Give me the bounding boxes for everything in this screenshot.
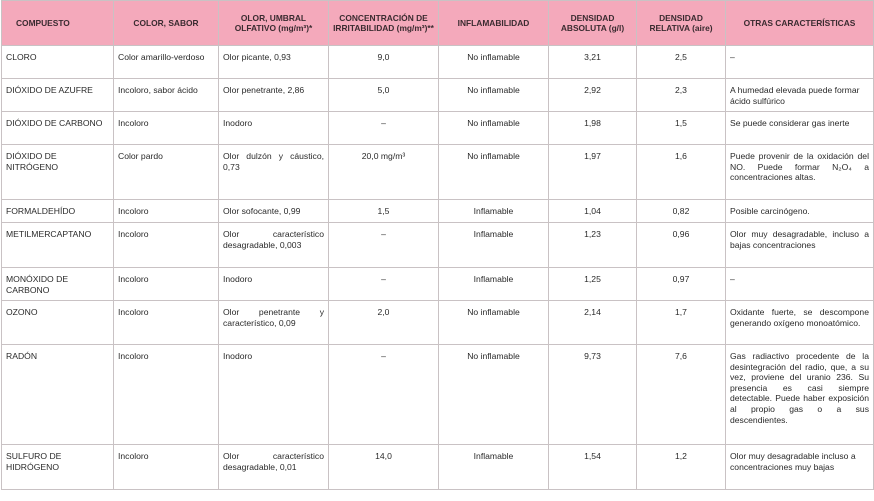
cell-olor: Olor característico desagradable, 0,003 — [219, 223, 329, 268]
cell-olor: Inodoro — [219, 345, 329, 445]
table-row — [2, 112, 874, 145]
cell-irritabilidad: – — [329, 268, 439, 301]
cell-densidad-relativa: 7,6 — [637, 345, 726, 445]
cell-inflamabilidad: No inflamable — [439, 46, 549, 79]
cell-densidad-relativa: 2,3 — [637, 79, 726, 112]
cell-densidad-relativa: 1,5 — [637, 112, 726, 145]
cell-otras: Posible carcinógeno. — [726, 200, 874, 223]
cell-color: Incoloro — [114, 223, 219, 268]
cell-olor: Inodoro — [219, 112, 329, 145]
cell-otras: Gas radiactivo procedente de la desintegración del radio, que, a su vez, proviene del uranio 236. Su presencia es casi siempre detectable. Puede haber exposición al propio gas o a sus descendientes. — [726, 345, 874, 445]
cell-color: Incoloro — [114, 112, 219, 145]
cell-compuesto: CLORO — [2, 46, 114, 79]
table-row — [2, 46, 874, 79]
cell-irritabilidad: 2,0 — [329, 301, 439, 345]
cell-densidad-absoluta: 1,23 — [549, 223, 637, 268]
cell-compuesto: DIÓXIDO DE AZUFRE — [2, 79, 114, 112]
table-row — [2, 223, 874, 268]
cell-densidad-absoluta: 2,92 — [549, 79, 637, 112]
table-header-row — [2, 1, 874, 46]
cell-compuesto: SULFURO DE HIDRÓGENO — [2, 445, 114, 490]
cell-compuesto: OZONO — [2, 301, 114, 345]
cell-inflamabilidad: No inflamable — [439, 301, 549, 345]
cell-densidad-absoluta: 9,73 — [549, 345, 637, 445]
col-header-otras: OTRAS CARACTERÍSTICAS — [726, 1, 874, 46]
col-header-irritabilidad: CONCENTRACIÓN DE IRRITABILIDAD (mg/m³)** — [329, 1, 439, 46]
cell-olor: Olor penetrante, 2,86 — [219, 79, 329, 112]
cell-color: Color pardo — [114, 145, 219, 200]
cell-densidad-absoluta: 1,98 — [549, 112, 637, 145]
cell-irritabilidad: 20,0 mg/m³ — [329, 145, 439, 200]
col-header-inflamabilidad: INFLAMABILIDAD — [439, 1, 549, 46]
cell-irritabilidad: 9,0 — [329, 46, 439, 79]
cell-irritabilidad: 14,0 — [329, 445, 439, 490]
cell-densidad-absoluta: 1,04 — [549, 200, 637, 223]
cell-densidad-absoluta: 3,21 — [549, 46, 637, 79]
cell-densidad-absoluta: 1,54 — [549, 445, 637, 490]
cell-densidad-relativa: 0,82 — [637, 200, 726, 223]
cell-color: Incoloro — [114, 268, 219, 301]
cell-otras: Oxidante fuerte, se descompone generando oxígeno monoatómico. — [726, 301, 874, 345]
cell-inflamabilidad: No inflamable — [439, 145, 549, 200]
cell-compuesto: RADÓN — [2, 345, 114, 445]
cell-irritabilidad: – — [329, 223, 439, 268]
table-row — [2, 445, 874, 490]
cell-densidad-relativa: 2,5 — [637, 46, 726, 79]
table-row — [2, 301, 874, 345]
cell-densidad-relativa: 0,96 — [637, 223, 726, 268]
cell-compuesto: DIÓXIDO DE NITRÓGENO — [2, 145, 114, 200]
cell-densidad-absoluta: 1,25 — [549, 268, 637, 301]
cell-compuesto: METILMERCAPTANO — [2, 223, 114, 268]
cell-inflamabilidad: No inflamable — [439, 79, 549, 112]
col-header-densidad-relativa: DENSIDAD RELATIVA (aire) — [637, 1, 726, 46]
cell-irritabilidad: 1,5 — [329, 200, 439, 223]
cell-color: Incoloro — [114, 445, 219, 490]
gas-properties-table — [1, 0, 874, 490]
cell-compuesto: DIÓXIDO DE CARBONO — [2, 112, 114, 145]
cell-otras: – — [726, 268, 874, 301]
table-row — [2, 200, 874, 223]
cell-densidad-absoluta: 1,97 — [549, 145, 637, 200]
col-header-olor: OLOR, UMBRAL OLFATIVO (mg/m³)* — [219, 1, 329, 46]
cell-color: Incoloro — [114, 301, 219, 345]
cell-color: Color amarillo-verdoso — [114, 46, 219, 79]
cell-olor: Olor sofocante, 0,99 — [219, 200, 329, 223]
cell-densidad-relativa: 1,6 — [637, 145, 726, 200]
cell-color: Incoloro — [114, 200, 219, 223]
cell-irritabilidad: – — [329, 112, 439, 145]
cell-inflamabilidad: Inflamable — [439, 223, 549, 268]
cell-otras: Olor muy desagradable incluso a concentraciones muy bajas — [726, 445, 874, 490]
table-row — [2, 79, 874, 112]
cell-inflamabilidad: Inflamable — [439, 200, 549, 223]
cell-inflamabilidad: Inflamable — [439, 445, 549, 490]
cell-olor: Olor picante, 0,93 — [219, 46, 329, 79]
cell-inflamabilidad: No inflamable — [439, 112, 549, 145]
cell-olor: Olor dulzón y cáustico, 0,73 — [219, 145, 329, 200]
cell-otras: Se puede considerar gas inerte — [726, 112, 874, 145]
cell-otras: – — [726, 46, 874, 79]
cell-irritabilidad: – — [329, 345, 439, 445]
cell-compuesto: MONÓXIDO DE CARBONO — [2, 268, 114, 301]
table-row — [2, 345, 874, 445]
cell-densidad-relativa: 1,7 — [637, 301, 726, 345]
cell-inflamabilidad: Inflamable — [439, 268, 549, 301]
cell-otras: Olor muy desagradable, incluso a bajas concentraciones — [726, 223, 874, 268]
table-row — [2, 268, 874, 301]
cell-densidad-relativa: 0,97 — [637, 268, 726, 301]
cell-olor: Olor penetrante y característico, 0,09 — [219, 301, 329, 345]
cell-olor: Inodoro — [219, 268, 329, 301]
cell-densidad-absoluta: 2,14 — [549, 301, 637, 345]
col-header-color: COLOR, SABOR — [114, 1, 219, 46]
cell-color: Incoloro — [114, 345, 219, 445]
table-row — [2, 145, 874, 200]
cell-color: Incoloro, sabor ácido — [114, 79, 219, 112]
cell-densidad-relativa: 1,2 — [637, 445, 726, 490]
cell-compuesto: FORMALDEHÍDO — [2, 200, 114, 223]
cell-otras: Puede provenir de la oxidación del NO. Puede formar N₂O₄ a concentraciones altas. — [726, 145, 874, 200]
cell-inflamabilidad: No inflamable — [439, 345, 549, 445]
cell-olor: Olor característico desagradable, 0,01 — [219, 445, 329, 490]
cell-irritabilidad: 5,0 — [329, 79, 439, 112]
cell-otras: A humedad elevada puede formar ácido sulfúrico — [726, 79, 874, 112]
col-header-densidad-absoluta: DENSIDAD ABSOLUTA (g/l) — [549, 1, 637, 46]
col-header-compuesto: COMPUESTO — [2, 1, 114, 46]
